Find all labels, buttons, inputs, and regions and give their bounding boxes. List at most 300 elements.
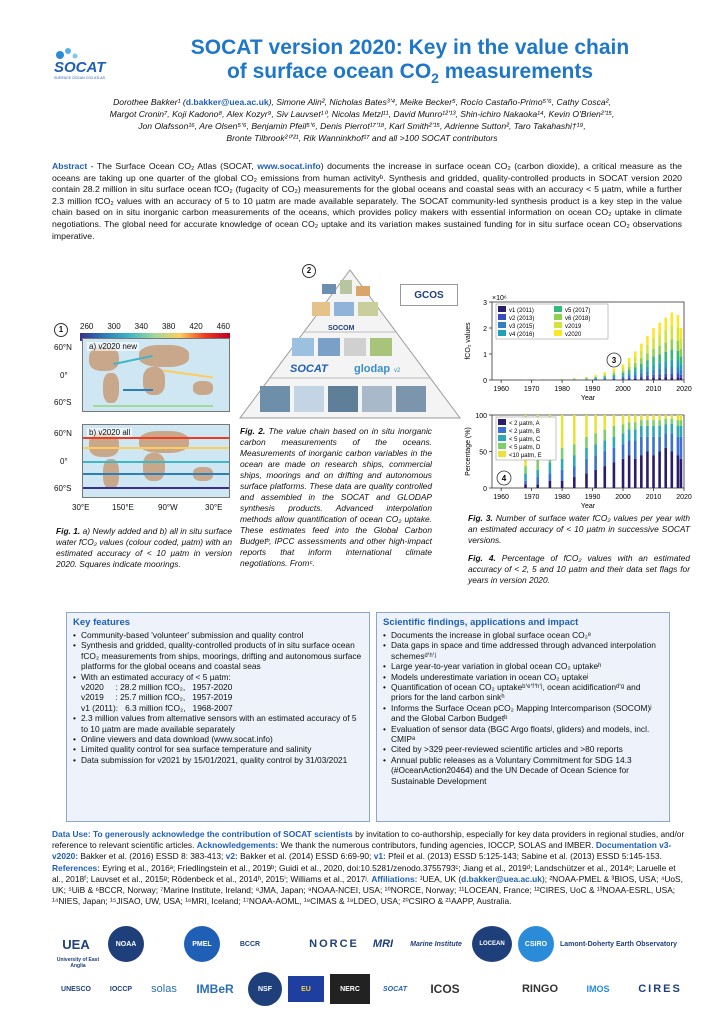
marine-institute-logo: Marine Institute bbox=[410, 940, 462, 948]
bar-segment bbox=[640, 364, 643, 369]
colorbar-ticks: 260 300 340 380 420 460 bbox=[80, 322, 230, 331]
bar-segment bbox=[634, 367, 637, 371]
contact-email-link[interactable]: d.bakker@uea.ac.uk bbox=[461, 873, 542, 884]
x-tick-label: 1960 bbox=[493, 386, 509, 393]
bar-segment bbox=[603, 372, 606, 374]
bar-segment bbox=[573, 455, 576, 466]
norce-logo: NORCE bbox=[309, 938, 359, 950]
bar-segment bbox=[628, 379, 631, 380]
y-tick-label: 100 bbox=[475, 413, 487, 420]
bar-segment bbox=[628, 415, 631, 422]
x-tick-label: 1990 bbox=[584, 386, 601, 393]
legend-label: v4 (2016) bbox=[509, 332, 535, 338]
author-line-1: Dorothee Bakker¹ (d.bakker@uea.ac.uk), Simone Alin², Nicholas Bates³ʼ⁴, Meike Becker⁵, Rocío Castaño-Primo⁵ʼ⁶, Cathy Cosca², bbox=[113, 97, 611, 107]
bar-segment bbox=[573, 466, 576, 477]
list-item: • Informs the Surface Ocean pCO₂ Mapping Intercomparison (SOCOM)ʲ and the Global Carbon Budgetᵇ bbox=[383, 703, 663, 724]
nsf-logo: NSF bbox=[248, 972, 282, 1006]
legend-label: < 5 µatm, D bbox=[509, 445, 541, 451]
list-item: • Evaluation of sensor data (BGC Argo floatsʲ, gliders) and models, incl. CMIPᵃ bbox=[383, 724, 663, 745]
poster-header bbox=[0, 0, 724, 155]
x-tick-label: 1990 bbox=[584, 494, 601, 501]
bar-segment bbox=[664, 374, 667, 378]
bar-segment bbox=[646, 345, 649, 354]
bar-segment bbox=[573, 415, 576, 444]
list-item: • 2.3 million values from alternative sensors with an estimated accuracy of 5 to 10 µatm are made available separately bbox=[73, 713, 363, 734]
bar-segment bbox=[652, 364, 655, 369]
lat-label: 0° bbox=[60, 371, 68, 380]
bar-segment bbox=[536, 477, 539, 484]
y-tick-label: 1 bbox=[483, 352, 487, 359]
bar-segment bbox=[613, 462, 616, 488]
bar-segment bbox=[613, 437, 616, 448]
bar-segment bbox=[561, 481, 564, 488]
x-tick-label: 2020 bbox=[676, 494, 692, 501]
bar-segment bbox=[646, 415, 649, 420]
bar-segment bbox=[524, 473, 527, 480]
bar-segment bbox=[594, 455, 597, 470]
bar-segment bbox=[536, 470, 539, 477]
legend-swatch bbox=[498, 427, 506, 433]
eu-flag-logo: EU bbox=[288, 976, 324, 1002]
bar-segment bbox=[646, 420, 649, 426]
bar-segment bbox=[658, 437, 661, 452]
locean-logo: LOCEAN bbox=[472, 926, 512, 962]
legend-swatch bbox=[554, 322, 562, 328]
bar-segment bbox=[536, 484, 539, 488]
bar-segment bbox=[603, 466, 606, 488]
findings-heading: Scientific findings, applications and impact bbox=[383, 617, 579, 628]
bar-segment bbox=[677, 377, 680, 380]
bar-segment bbox=[613, 368, 616, 370]
bar-segment bbox=[640, 437, 643, 455]
bar-segment bbox=[658, 374, 661, 377]
legend-swatch bbox=[498, 451, 506, 457]
bar-segment bbox=[658, 378, 661, 380]
bar-segment bbox=[613, 426, 616, 437]
bar-segment bbox=[603, 430, 606, 441]
bar-segment bbox=[603, 441, 606, 452]
ringo-logo: RINGO bbox=[521, 983, 559, 995]
bar-segment bbox=[652, 420, 655, 426]
imber-logo: IMBeR bbox=[196, 982, 234, 996]
pmel-logo: PMEL bbox=[184, 926, 220, 962]
uea-logo: UEA bbox=[62, 936, 90, 952]
figure-badge: 3 bbox=[611, 356, 617, 365]
x-tick-label: 2000 bbox=[615, 494, 631, 501]
lon-label: 30°E bbox=[205, 503, 223, 512]
bar-segment bbox=[622, 424, 625, 433]
bar-segment bbox=[671, 452, 674, 489]
bar-segment bbox=[652, 375, 655, 378]
bar-segment bbox=[680, 338, 683, 348]
bar-segment bbox=[664, 415, 667, 419]
bar-segment bbox=[622, 433, 625, 444]
x-tick-label: 1960 bbox=[493, 494, 509, 501]
legend-swatch bbox=[498, 322, 506, 328]
map-v2020-all bbox=[82, 424, 230, 498]
bar-segment bbox=[671, 373, 674, 377]
bar-segment bbox=[585, 448, 588, 459]
bar-segment bbox=[677, 341, 680, 351]
legend-label: v2 (2013) bbox=[509, 316, 535, 322]
bar-segment bbox=[613, 371, 616, 373]
bar-segment bbox=[677, 361, 680, 368]
key-features-heading: Key features bbox=[73, 617, 131, 628]
lat-label: 60°S bbox=[54, 398, 72, 407]
bar-segment bbox=[646, 371, 649, 375]
bar-segment bbox=[664, 448, 667, 488]
legend-swatch bbox=[498, 419, 506, 425]
bar-segment bbox=[664, 378, 667, 380]
y-axis-label: Percentage (%) bbox=[465, 427, 472, 476]
bar-segment bbox=[585, 378, 588, 379]
x-axis-label: Year bbox=[580, 395, 596, 402]
bar-segment bbox=[664, 433, 667, 448]
glodap-version: v2 bbox=[394, 368, 401, 374]
bar-segment bbox=[646, 336, 649, 345]
map-b-label: b) v2020 all bbox=[89, 428, 131, 437]
legend-swatch bbox=[554, 306, 562, 312]
figure-3-chart bbox=[448, 292, 692, 402]
bar-segment bbox=[622, 364, 625, 367]
bar-segment bbox=[640, 344, 643, 351]
y-tick-label: 50 bbox=[479, 449, 487, 457]
bar-segment bbox=[573, 444, 576, 455]
x-tick-label: 2010 bbox=[645, 494, 662, 501]
bar-segment bbox=[680, 420, 683, 426]
bar-segment bbox=[680, 415, 683, 420]
legend-label: v2019 bbox=[565, 324, 582, 330]
version-line: v1 (2011): 6.3 million fCO₂, 1968-2007 bbox=[81, 702, 233, 713]
legend-swatch bbox=[498, 314, 506, 320]
bar-segment bbox=[594, 378, 597, 379]
bar-segment bbox=[603, 376, 606, 377]
bar-segment bbox=[561, 415, 564, 448]
bar-segment bbox=[603, 374, 606, 376]
bar-segment bbox=[658, 420, 661, 426]
bar-segment bbox=[664, 318, 667, 330]
key-features-box bbox=[66, 612, 370, 822]
bar-segment bbox=[677, 315, 680, 328]
bar-segment bbox=[634, 430, 637, 441]
bar-segment bbox=[671, 377, 674, 380]
bar-segment bbox=[658, 415, 661, 420]
bar-segment bbox=[671, 326, 674, 340]
bar-segment bbox=[628, 376, 631, 378]
bar-segment bbox=[634, 459, 637, 488]
imos-logo: IMOS bbox=[586, 984, 610, 994]
gcos-logo: GCOS bbox=[400, 284, 458, 306]
bar-segment bbox=[549, 473, 552, 480]
figure-4-chart bbox=[448, 405, 692, 510]
poster-title bbox=[130, 36, 690, 90]
bar-segment bbox=[652, 378, 655, 380]
y-multiplier-label: ×10⁶ bbox=[492, 295, 507, 302]
bar-segment bbox=[646, 367, 649, 371]
bar-segment bbox=[640, 415, 643, 420]
bar-segment bbox=[634, 379, 637, 380]
legend-label: v5 (2017) bbox=[565, 308, 591, 314]
list-item: • Annual public releases as a Voluntary Commitment for SDG 14.3 (#OceanAction20464) and the UN Decade of Ocean Science for Sustainable Development bbox=[383, 755, 663, 786]
y-tick-label: 0 bbox=[483, 378, 487, 385]
bar-segment bbox=[561, 459, 564, 470]
bar-segment bbox=[561, 470, 564, 481]
solas-logo: solas bbox=[151, 983, 177, 995]
bar-segment bbox=[594, 378, 597, 379]
ioccp-logo: IOCCP bbox=[109, 985, 133, 993]
list-item: • Large year-to-year variation in global ocean CO₂ uptakeʰ bbox=[383, 661, 663, 671]
bar-segment bbox=[664, 352, 667, 361]
bar-segment bbox=[652, 370, 655, 375]
bar-segment bbox=[549, 481, 552, 488]
bar-segment bbox=[680, 426, 683, 437]
bar-segment bbox=[671, 424, 674, 433]
bar-segment bbox=[640, 369, 643, 373]
bar-segment bbox=[622, 444, 625, 459]
bar-segment bbox=[640, 426, 643, 437]
bar-segment bbox=[585, 437, 588, 448]
bar-segment bbox=[671, 433, 674, 451]
bar-segment bbox=[671, 360, 674, 367]
abstract-label: Abstract bbox=[52, 161, 88, 171]
legend-label: v2020 bbox=[565, 332, 582, 338]
bar-segment bbox=[585, 415, 588, 437]
socat-url-link[interactable]: www.socat.info bbox=[257, 161, 321, 171]
bar-segment bbox=[594, 433, 597, 444]
bar-segment bbox=[646, 360, 649, 367]
bar-segment bbox=[652, 426, 655, 437]
bar-segment bbox=[652, 415, 655, 420]
bar-segment bbox=[585, 377, 588, 378]
bar-segment bbox=[585, 459, 588, 474]
lat-label: 60°N bbox=[54, 429, 72, 438]
lon-label: 90°W bbox=[158, 503, 178, 512]
noaa-logo: NOAA bbox=[108, 926, 144, 962]
lat-label: 60°S bbox=[54, 484, 72, 493]
bar-segment bbox=[671, 350, 674, 360]
figure-2-caption: Fig. 2. The value chain based on in situ inorganic carbon measurements of the oceans. Measurements of inorganic carbon variables in the ocean are made on research ships, commercial ships, moorings and on drifting and autonomous surface platforms. These data are quality controlled and assembled in the SOCAT and GLODAP synthesis products. Advanced interpolation methods allow quantification of ocean CO₂ uptake. These estimates feed into the Global Carbon Budgetᵇ, IPCC assessments and other high-impact reports that inform international climate negotiations. Fromᶜ. bbox=[240, 426, 432, 568]
x-tick-label: 1970 bbox=[523, 494, 540, 501]
bar-segment bbox=[677, 415, 680, 420]
bar-segment bbox=[658, 426, 661, 437]
key-features-list bbox=[73, 630, 363, 682]
partner-logos bbox=[52, 920, 692, 1010]
cires-logo: CIRES bbox=[638, 983, 682, 995]
bar-segment bbox=[622, 377, 625, 379]
bar-segment bbox=[640, 420, 643, 426]
bar-segment bbox=[524, 466, 527, 473]
bar-segment bbox=[677, 351, 680, 361]
x-tick-label: 1980 bbox=[554, 386, 570, 393]
figure-badge: 4 bbox=[501, 474, 507, 483]
y-tick-label: 2 bbox=[483, 326, 487, 333]
bar-segment bbox=[680, 364, 683, 369]
nerc-logo: NERC bbox=[330, 974, 370, 1004]
bar-segment bbox=[652, 338, 655, 348]
x-tick-label: 2020 bbox=[676, 386, 692, 393]
bar-segment bbox=[594, 375, 597, 376]
figure-3-svg bbox=[448, 292, 692, 402]
bar-segment bbox=[603, 415, 606, 430]
contact-email-link[interactable]: d.bakker@uea.ac.uk bbox=[185, 97, 269, 107]
map-a-label: a) v2020 new bbox=[89, 342, 138, 351]
legend-swatch bbox=[554, 330, 562, 336]
list-item: • Cited by >329 peer-reviewed scientific articles and >80 reports bbox=[383, 744, 663, 754]
bar-segment bbox=[628, 422, 631, 429]
bar-segment bbox=[680, 459, 683, 488]
list-item: • Data gaps in space and time addressed through advanced interpolation schemesᵈʼʰʼʲ bbox=[383, 640, 663, 661]
title-line-2: of surface ocean $CO_2$ measurements bbox=[226, 60, 594, 87]
figure-2-badge: 2 bbox=[302, 264, 316, 278]
x-tick-label: 1970 bbox=[523, 386, 540, 393]
bar-segment bbox=[628, 455, 631, 488]
unesco-logo: UNESCO bbox=[61, 985, 91, 993]
bar-segment bbox=[628, 441, 631, 456]
bccr-logo: BCCR bbox=[239, 940, 261, 948]
version-line: v2019 : 25.7 million fCO₂, 1957-2019 bbox=[81, 692, 233, 703]
bar-segment bbox=[603, 378, 606, 379]
bar-segment bbox=[680, 357, 683, 365]
bar-segment bbox=[634, 351, 637, 357]
bar-segment bbox=[658, 354, 661, 363]
findings-list bbox=[383, 630, 663, 786]
bar-segment bbox=[680, 378, 683, 380]
bar-segment bbox=[646, 452, 649, 489]
map-v2020-new bbox=[82, 338, 230, 412]
y-tick-label: 0 bbox=[483, 486, 487, 493]
bar-segment bbox=[594, 379, 597, 380]
bar-segment bbox=[640, 376, 643, 378]
figure-1-badge: 1 bbox=[54, 323, 68, 337]
bar-segment bbox=[622, 371, 625, 373]
legend-label: < 5 µatm, C bbox=[509, 437, 541, 443]
x-tick-label: 2010 bbox=[645, 386, 662, 393]
list-item: • With an estimated accuracy of < 5 µatm: bbox=[73, 672, 363, 682]
author-line-2: Margot Cronin⁷, Koji Kadono⁸, Alex Kozyr⁹, Siv Lauvset¹⁰, Nicolas Metzl¹¹, David Munro¹²ʼ¹³, Shin-ichiro Nakaoka¹⁴, Kevin O'Brien²ʼ¹⁵, bbox=[109, 109, 615, 119]
bar-segment bbox=[640, 358, 643, 363]
bar-segment bbox=[594, 415, 597, 433]
bar-segment bbox=[658, 369, 661, 375]
legend-swatch bbox=[498, 306, 506, 312]
bar-segment bbox=[628, 370, 631, 373]
lon-label: 30°E bbox=[72, 503, 90, 512]
bar-segment bbox=[549, 462, 552, 473]
legend-label: < 2 µatm, A bbox=[509, 421, 540, 427]
bar-segment bbox=[613, 448, 616, 463]
lat-label: 0° bbox=[60, 457, 68, 466]
bar-segment bbox=[664, 419, 667, 425]
bar-segment bbox=[628, 373, 631, 375]
figure-1-caption: Fig. 1. a) Newly added and b) all in situ surface water fCO₂ values (colour coded, µatm) with an estimated accuracy of < 10 µatm in version 2020. Squares indicate moorings. bbox=[56, 526, 232, 569]
bar-segment bbox=[680, 328, 683, 338]
bar-segment bbox=[652, 357, 655, 365]
bar-segment bbox=[664, 330, 667, 342]
bar-segment bbox=[628, 367, 631, 370]
legend-swatch bbox=[498, 443, 506, 449]
bar-segment bbox=[622, 459, 625, 488]
figure-3-caption: Fig. 3. Number of surface water fCO₂ values per year with an estimated accuracy of < 10 µatm in successive SOCAT versions. bbox=[468, 513, 690, 545]
bar-segment bbox=[622, 378, 625, 379]
bar-segment bbox=[677, 328, 680, 341]
uea-logo-text: University of East Anglia bbox=[56, 957, 100, 969]
figure-4-caption: Fig. 4. Percentage of fCO₂ values with an estimated accuracy of < 2, 5 and 10 µatm and their data set flags for years in version 2020. bbox=[468, 553, 690, 585]
bar-segment bbox=[677, 437, 680, 455]
bar-segment bbox=[664, 343, 667, 352]
author-line-4: Bronte Tilbrook²⁰ʼ²¹, Rik Wanninkhof¹⁷ and all >100 SOCAT contributors bbox=[226, 133, 498, 143]
bar-segment bbox=[594, 470, 597, 488]
bar-segment bbox=[664, 368, 667, 374]
bar-segment bbox=[634, 377, 637, 379]
bar-segment bbox=[524, 481, 527, 485]
bar-segment bbox=[613, 375, 616, 377]
socat-logo bbox=[48, 42, 130, 82]
bar-segment bbox=[634, 441, 637, 459]
bar-segment bbox=[671, 312, 674, 326]
bar-segment bbox=[652, 455, 655, 488]
bar-segment bbox=[680, 370, 683, 375]
bar-segment bbox=[613, 415, 616, 426]
legend-label: v6 (2018) bbox=[565, 316, 591, 322]
bar-segment bbox=[585, 473, 588, 488]
bar-segment bbox=[634, 374, 637, 377]
bar-segment bbox=[613, 376, 616, 377]
bar-segment bbox=[561, 448, 564, 459]
csiro-logo: CSIRO bbox=[518, 926, 554, 962]
bar-segment bbox=[628, 358, 631, 362]
bar-segment bbox=[622, 368, 625, 371]
list-item: • Models underestimate variation in ocean CO₂ uptakeʲ bbox=[383, 672, 663, 682]
bar-segment bbox=[573, 477, 576, 488]
legend-label: <10 µatm, E bbox=[509, 453, 542, 459]
legend-label: < 2 µatm, B bbox=[509, 429, 540, 435]
ldeo-logo: Lamont-Doherty Earth Observatory bbox=[560, 940, 678, 948]
lat-label: 60°N bbox=[54, 343, 72, 352]
y-axis-label: fCO₂ values bbox=[465, 322, 472, 360]
bar-segment bbox=[634, 415, 637, 422]
list-item: • Online viewers and data download (www.socat.info) bbox=[73, 734, 363, 744]
socat-logo-subtitle: SURFACE OCEAN CO2 ATLAS bbox=[54, 76, 106, 80]
bar-segment bbox=[646, 376, 649, 379]
bar-segment bbox=[613, 379, 616, 380]
figure-4-svg bbox=[448, 405, 692, 510]
list-item: • Quantification of ocean CO₂ uptakeᵇʼᵉʼᶠʼʰʼʲ, ocean acidificationᵈʼᵍ and priors for the land carbon sinkʰ bbox=[383, 682, 663, 703]
bar-segment bbox=[677, 420, 680, 426]
abstract: Abstract - The Surface Ocean CO₂ Atlas (SOCAT, www.socat.info) documents the increase in surface ocean CO₂ (carbon dioxide), a critical measure as the oceans are taking up one quarter of the global CO₂ emissions from human activityᵇ. Synthesis and gridded, quality-controlled products in SOCAT version 2020 contain 28.2 million in situ surface ocean fCO₂ (fugacity of CO₂) measurements for the global oceans and coastal seas with an accuracy < 5 µatm, while a further 2.3 million fCO₂ values with an accuracy of 5 to 10 µatm are made available separately. The SOCAT community-led synthesis product is a key step in the value chain based on in situ inorganic carbon measurements of the oceans, which provides policy makers with essential information on ocean CO₂ uptake in climate negotiations. The global need for accurate knowledge of ocean CO₂ uptake and its variation makes sustained funding for in situ surface ocean CO₂ observations imperative. bbox=[52, 161, 682, 241]
bar-segment bbox=[622, 373, 625, 375]
bar-segment bbox=[603, 452, 606, 467]
bar-segment bbox=[680, 437, 683, 459]
bar-segment bbox=[658, 363, 661, 369]
bar-segment bbox=[671, 366, 674, 373]
list-item: • Documents the increase in global surface ocean CO₂ᵉ bbox=[383, 630, 663, 640]
bar-segment bbox=[634, 357, 637, 363]
bar-segment bbox=[594, 444, 597, 455]
bar-segment bbox=[671, 415, 674, 419]
bar-segment bbox=[524, 484, 527, 488]
icos-logo: ICOS bbox=[430, 982, 460, 996]
author-list bbox=[40, 96, 684, 144]
list-item: • Community-based 'volunteer' submission and quality control bbox=[73, 630, 363, 640]
socat-logo-text: SOCAT bbox=[54, 59, 106, 76]
x-axis-label: Year bbox=[580, 503, 596, 510]
socom-label: SOCOM bbox=[328, 325, 355, 332]
list-item: • Limited quality control for sea surface temperature and salinity bbox=[73, 744, 363, 754]
bar-segment bbox=[603, 378, 606, 379]
bar-segment bbox=[634, 422, 637, 429]
bar-segment bbox=[652, 349, 655, 357]
bar-segment bbox=[603, 375, 606, 376]
lon-label: 150°E bbox=[112, 503, 134, 512]
